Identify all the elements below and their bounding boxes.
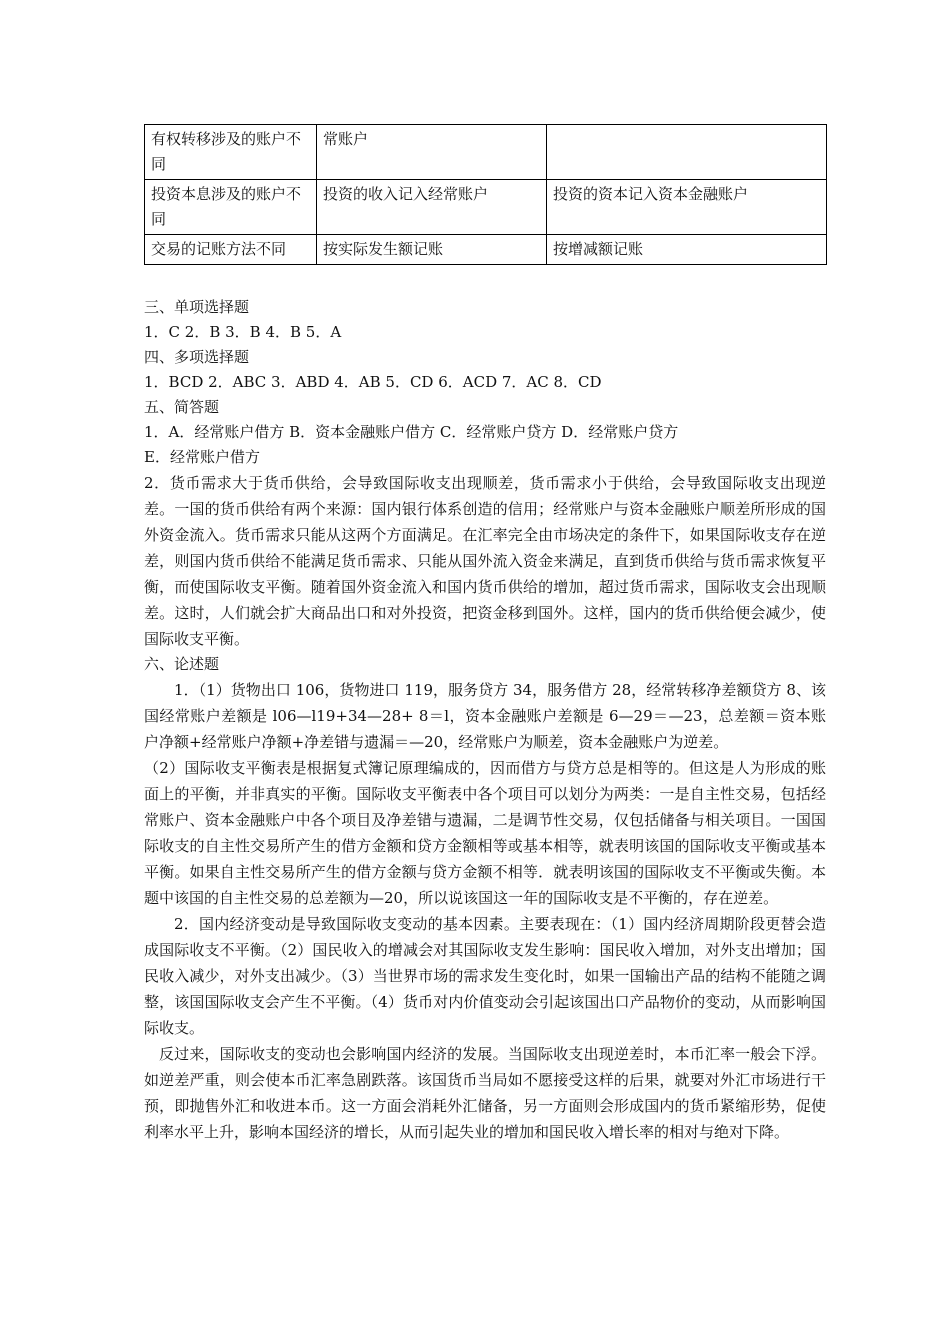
section-title-essay: 六、论述题 xyxy=(144,655,220,673)
table-cell: 投资的资本记入资本金融账户 xyxy=(547,180,827,235)
essay-paragraph-2: （2）国际收支平衡表是根据复式簿记原理编成的，因而借方与贷方总是相等的。但这是人为形成的账面上的平衡，并非真实的平衡。国际收支平衡表中各个项目可以划分为两类：一是自主性交易，包括经常账户、资本金融账户中各个项目及净差错与遗漏，二是调节性交易，仅包括储备与相关项目。一国国际收支的自主性交易所产生的借方金额和贷方金额相等或基本相等，就表明该国的国际收支平衡或基本平衡。如果自主性交易所产生的借方金额与贷方金额不相等．就表明该国的国际收支不平衡或失衡。本题中该国的自主性交易的总差额为—20，所以说该国这一年的国际收支是不平衡的，存在逆差。 xyxy=(144,759,826,907)
table-cell xyxy=(547,125,827,180)
short-answer-q1-continued: E．经常账户借方 xyxy=(144,448,260,466)
table-row xyxy=(145,235,827,265)
table-cell: 投资的收入记入经常账户 xyxy=(317,180,547,235)
single-choice-answers: 1．C 2．B 3．B 4．B 5．A xyxy=(144,323,342,341)
section-title-short-answer: 五、简答题 xyxy=(144,398,220,416)
document-page xyxy=(144,124,826,1145)
answer-text xyxy=(144,295,826,1145)
table-cell: 投资本息涉及的账户不同 xyxy=(145,180,317,235)
section-title-single-choice: 三、单项选择题 xyxy=(144,298,250,316)
comparison-table xyxy=(144,124,827,265)
table-row xyxy=(145,180,827,235)
table-cell: 常账户 xyxy=(317,125,547,180)
multiple-choice-answers: 1．BCD 2．ABC 3．ABD 4．AB 5．CD 6．ACD 7．AC 8．CD xyxy=(144,373,602,391)
essay-paragraph-1: 1．（1）货物出口 106，货物进口 119，服务贷方 34，服务借方 28，经常转移净差额贷方 8、该国经常账户差额是 l06—l19+34—28+ 8＝l，资本金融账户差额是 6—29＝—23，总差额＝资本账户净额+经常账户净额+净差错与遗漏＝—20，经常账户为顺差，资本金融账户为逆差。 xyxy=(144,681,826,751)
table-cell: 按实际发生额记账 xyxy=(317,235,547,265)
table-row xyxy=(145,125,827,180)
table-cell: 交易的记账方法不同 xyxy=(145,235,317,265)
table-cell: 有权转移涉及的账户不同 xyxy=(145,125,317,180)
section-title-multiple-choice: 四、多项选择题 xyxy=(144,348,250,366)
short-answer-q2: 2．货币需求大于货币供给，会导致国际收支出现顺差，货币需求小于供给，会导致国际收支出现逆差。一国的货币供给有两个来源：国内银行体系创造的信用；经常账户与资本金融账户顺差所形成的国外资金流入。货币需求只能从这两个方面满足。在汇率完全由市场决定的条件下，如果国际收支存在逆差，则国内货币供给不能满足货币需求、只能从国外流入资金来满足，直到货币供给与货币需求恢复平衡，而使国际收支平衡。随着国外资金流入和国内货币供给的增加，超过货币需求，国际收支会出现顺差。这时，人们就会扩大商品出口和对外投资，把资金移到国外。这样，国内的货币供给便会减少，使国际收支平衡。 xyxy=(144,474,826,648)
essay-paragraph-4: 反过来，国际收支的变动也会影响国内经济的发展。当国际收支出现逆差时，本币汇率一般会下浮。如逆差严重，则会使本币汇率急剧跌落。该国货币当局如不愿接受这样的后果，就要对外汇市场进行干预，即抛售外汇和收进本币。这一方面会消耗外汇储备，另一方面则会形成国内的货币紧缩形势，促使利率水平上升，影响本国经济的增长，从而引起失业的增加和国民收入增长率的相对与绝对下降。 xyxy=(144,1045,826,1141)
essay-paragraph-3: 2．国内经济变动是导致国际收支变动的基本因素。主要表现在：（1）国内经济周期阶段更替会造成国际收支不平衡。（2）国民收入的增减会对其国际收支发生影响：国民收入增加，对外支出增加；国民收入减少，对外支出减少。（3）当世界市场的需求发生变化时，如果一国输出产品的结构不能随之调整，该国国际收支会产生不平衡。（4）货币对内价值变动会引起该国出口产品物价的变动，从而影响国际收支。 xyxy=(144,915,826,1037)
table-cell: 按增减额记账 xyxy=(547,235,827,265)
short-answer-q1: 1．A．经常账户借方 B．资本金融账户借方 C．经常账户贷方 D．经常账户贷方 xyxy=(144,423,679,441)
